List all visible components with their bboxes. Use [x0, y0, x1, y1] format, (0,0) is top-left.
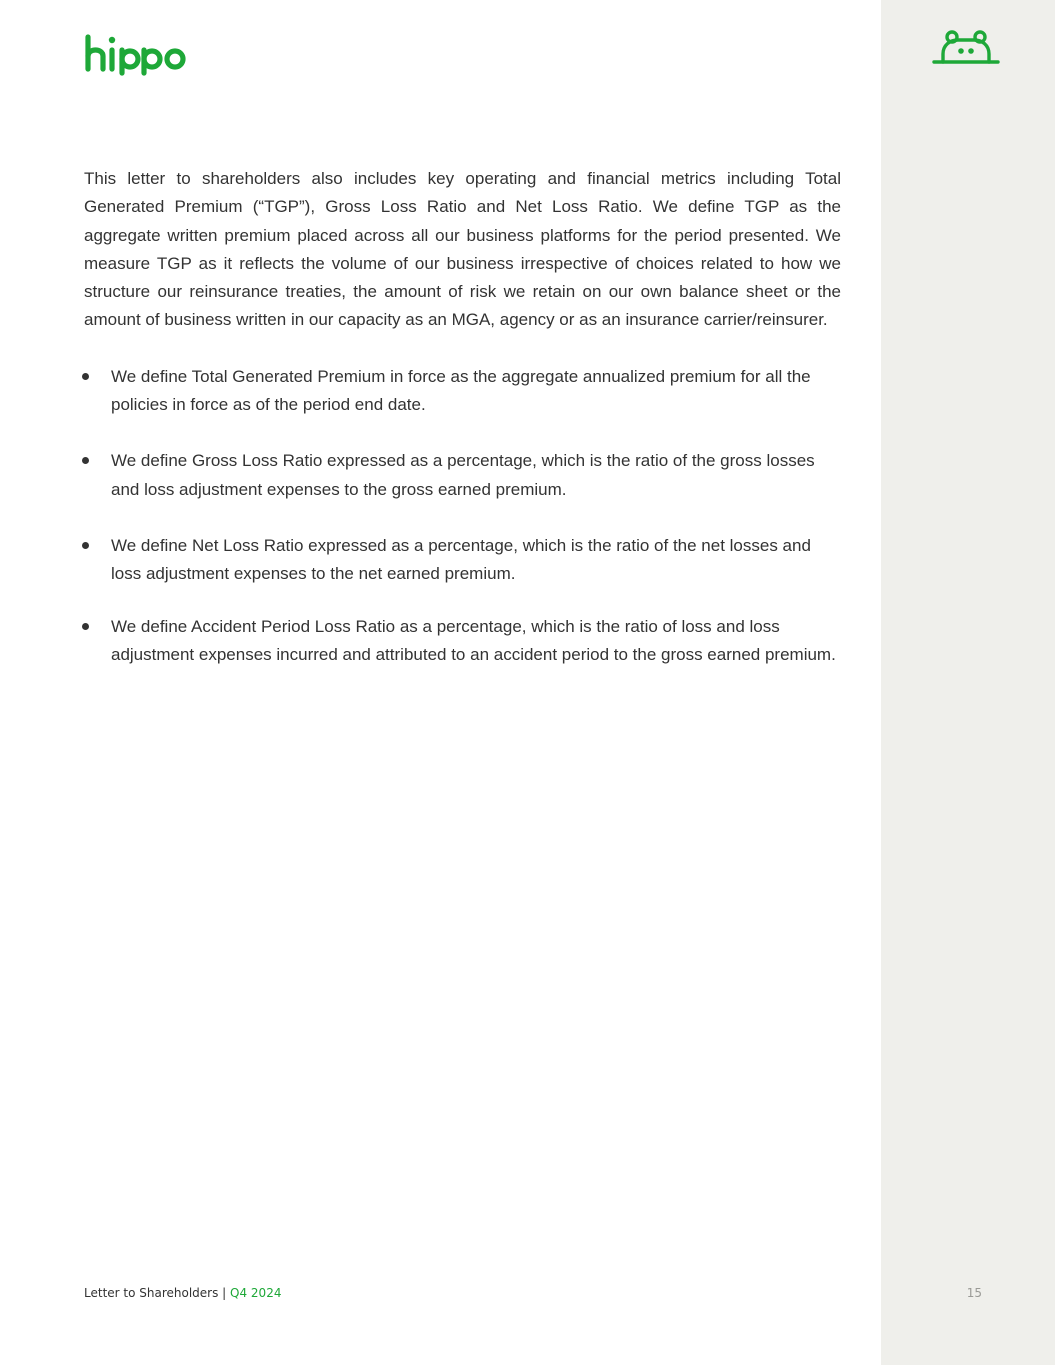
- footer-title: [84, 1286, 281, 1300]
- footer-quarter: Q4 2024: [230, 1286, 282, 1300]
- list-item: [84, 613, 841, 670]
- bullet-icon: [82, 623, 89, 630]
- intro-paragraph: This letter to shareholders also includes key operating and financial metrics including Total Generated Premium (“TGP”), Gross Loss Ratio and Net Loss Ratio. We define TGP as the aggregate written premium placed across all our business platforms for the period presented. We measure TGP as it reflects the volume of our business irrespective of choices related to how we structure our reinsurance treaties, the amount of risk we retain on our own balance sheet or the amount of business written in our capacity as an MGA, agency or as an insurance carrier/reinsurer.: [84, 169, 841, 330]
- page-number: 15: [966, 1286, 982, 1300]
- footer-doc-title: Letter to Shareholders: [84, 1286, 219, 1300]
- list-item-text: We define Accident Period Loss Ratio as a percentage, which is the ratio of loss and loss adjustment expenses incurred and attributed to an accident period to the gross earned premium.: [111, 616, 836, 664]
- hippo-head-icon: [932, 28, 1000, 68]
- definitions-section: [84, 165, 841, 669]
- bullet-icon: [82, 542, 89, 549]
- bullet-icon: [82, 373, 89, 380]
- list-item: [84, 447, 841, 504]
- list-item-text: We define Total Generated Premium in force as the aggregate annualized premium for all the policies in force as of the period end date.: [111, 366, 811, 415]
- list-item-text: We define Net Loss Ratio expressed as a percentage, which is the ratio of the net losses and loss adjustment expenses to the net earned premium.: [111, 535, 811, 584]
- footer-separator: |: [218, 1286, 231, 1300]
- bullet-icon: [82, 457, 89, 464]
- list-item: [84, 363, 841, 420]
- hippo-logo: [84, 26, 188, 76]
- list-item: [84, 532, 841, 589]
- definitions-list: [84, 363, 841, 669]
- list-item-text: We define Gross Loss Ratio expressed as a percentage, which is the ratio of the gross losses and loss adjustment expenses to the gross earned premium.: [111, 451, 815, 499]
- right-sidebar-panel: [881, 0, 1055, 1365]
